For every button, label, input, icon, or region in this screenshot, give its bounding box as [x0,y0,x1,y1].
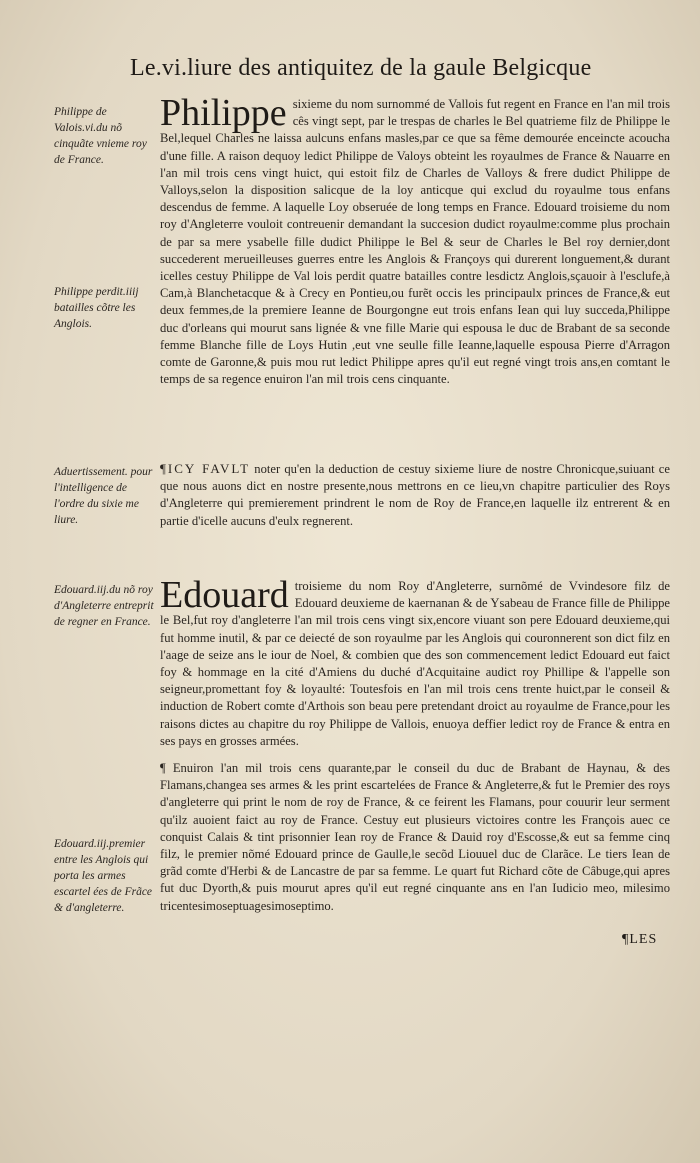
paragraph-edouard [160,574,670,750]
paragraph-text: troisieme du nom Roy d'Angleterre, surnõmé de Vvindesore filz de Edouard deuxieme de kaernanan & de Ysabeau de France fille de Philippe le Bel,fut roy d'angleterre l'an mil trois cens vingt six,encore viuant son pere Edouard deuxieme,qui fut homme inutil, & par ce deiecté de son royaulme par les Anglois qui couronnerent son dict filz en l'aage de seize ans le iour de Noel, & combien que des son commencement ledict Edouard eut faict foy & hommage en la cité d'Amiens du duché d'Acquitaine audict roy Phillipe & l'appelle son seigneur,promettant foy & loyaulté: Toutesfois en l'an mil trois cens trente huict,par le conseil & induction de Robert comte d'Arthois son beau pere pretendant droict au royaulme de France,pour les raisons dictes au chapitre du roy Philippe de Vallois, enuoya deffier ledict roy de France & entra en ses pays en grosses armées. [160,579,670,748]
running-header: Le.vi.liure des antiquitez de la gaule Belgicque [130,55,592,81]
paragraph-text: ¶ Enuiron l'an mil trois cens quarante,par le conseil du duc de Brabant de Haynau, & des Flamans,changea ses armes & les print escartelées de France & Angleterre,& fut le Premier des roys d'angleterre qui print le nom de roy de France, & ce feirent les Flamans, pour couurir leur serment qu'ilz auoient faict au roy de France. Cestuy eut plusieurs victoires contre les François auec ce conquist Calais & tint prisonnier Iean roy de France & Dauid roy d'Escosse,& eut sa femme cinq filz, le premier nõmé Edouard prince de Gaulle,le secõd Liouuel duc de Clarãce. Le tiers Iean de grãd comte d'Herbi & de Lancastre de par sa femme. Le quart fut Richard cõte de Câbuge,qui apres fut duc Dyorth,& puis mourut apres qu'il eut regné cinquante ans en l'an Iudicio meo, milesimo tricentesimoseptuagesimoseptimo. [160,761,670,913]
drop-initial: Edouard [160,574,289,616]
paragraph-text: sixieme du nom surnommé de Vallois fut regent en France en l'an mil trois cês vingt sept, par le trespas de charles le Bel quatrieme filz de Philippe le Bel,lequel Charles ne laissa aulcuns enfans masles,par ce que sa fême demourée enceincte acoucha d'une fille. A raison dequoy ledict Philippe de Valoys obteint les royaulmes de France & Nauarre en l'an mil trois cens vingt huict, qui estoit filz de Charles de Valloys & frere dudict Philippe de Valloys,selon la disposition salicque de la loy anticque qui exclud du royaulme tous enfans descendus de femme. A laquelle Loy obseruée de long temps en France. Edouard troisieme du nom roy d'Angleterre vouloit contreuenir demandant la succesion dudict royaulme:comme plus prochain de par sa mere ysabelle fille dudict Philippe le Bel & seur de Charles le Bel roy dernier,dont succederent merueilleuses guerres entre les Anglois & Françoys qui durerent longuement,& durant icelles cestuy Philippe de Val lois perdit quatre batailles contre lesdictz Anglois,sçauoir à l'esclufe,à Cam,à Blanchetacque & à Crecy en Pontieu,ou furẽt occis les principaulx princes de France,& eut deux femmes,de la premiere Ieanne de Bourgongne eut trois enfans Iean qui luy succeda,Philippe duc d'orleans qui mourut sans lignée & vne fille Marie qui espousa le duc de Brabant de sa seconde femme Blanche fille de Loys Hutin ,eut vne seulle fille Ieanne,laquelle espousa Pierre d'Arragon comte de Garonne,& puis mou rut ledict Philippe apres qu'il eut regné vingt trois ans,en comtant le temps de sa regence enuiron l'an mil trois cens cinquante. [160,97,670,387]
paragraph-advertissement [160,460,670,530]
paragraph-text: noter qu'en la deduction de cestuy sixieme liure de nostre Chronicque,suiuant ce que nous auons dict en nostre presente,nous mettrons en ce lieu,vn chapitre particulier des Roys d'Angleterre qui premierement prindrent le nom de Roy de France,en laquelle ilz entrerent & en partie d'icelle aucuns d'eulx regnerent. [160,462,670,528]
paragraph-philippe [160,92,670,388]
margin-note-3: Aduertissement. pour l'intelligence de l'ordre du sixie me liure. [54,466,153,526]
paragraph-edouard-armes [160,760,670,915]
catchword: ¶LES [622,932,658,947]
margin-note-1: Philippe de Valois.vi.du nõ cinquãte vnieme roy de France. [54,106,147,166]
margin-note-4: Edouard.iij.du nõ roy d'Angleterre entreprit de regner en France. [54,584,154,628]
lead-capitals: ¶ICY FAVLT [160,461,251,476]
margin-note-5: Edouard.iij.premier entre les Anglois qui porta les armes escartel ées de Frãce & d'angleterre. [54,838,153,914]
drop-initial: Philippe [160,92,287,134]
margin-note-2: Philippe perdit.iiij batailles cõtre les Anglois. [54,286,139,330]
